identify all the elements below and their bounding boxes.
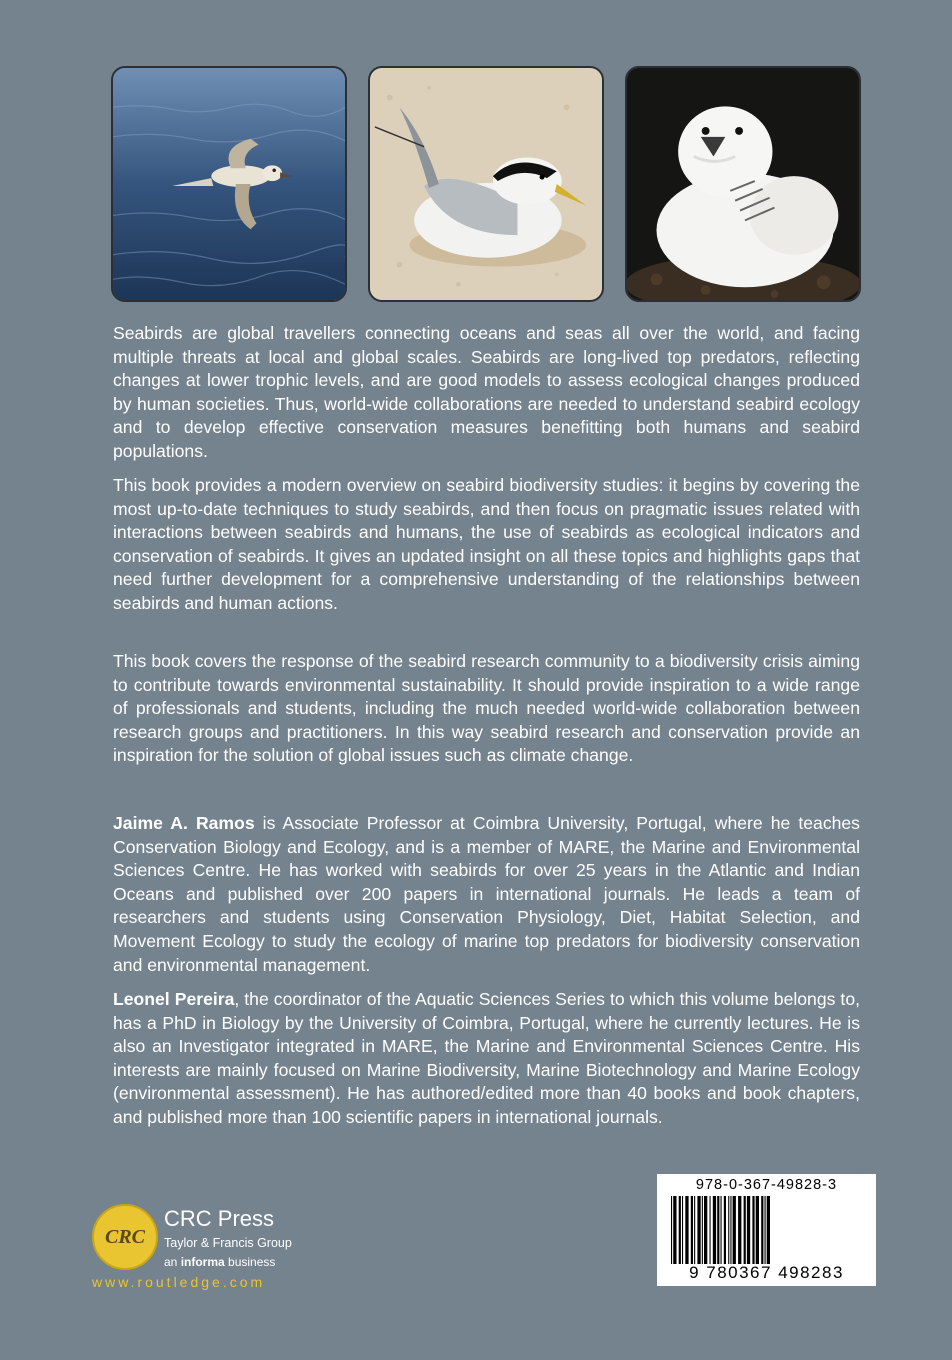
barcode-bar [691,1196,693,1264]
author-bio-1 [113,812,860,977]
author-bio-text-1: is Associate Professor at Coimbra University, Portugal, where he teaches Conservation Biology and Ecology, and is a member of MARE, the Marine and Environmental Sciences Centre. He has worked with seabirds for over 25 years in the Atlantic and Indian Oceans and published over 200 papers in international journals. He leads a team of researchers and students using Conservation Physiology, Diet, Habitat Selection, and Movement Ecology to study the ecology of marine top predators for biodiversity conservation and environmental management. [113,813,860,975]
author-name-1: Jaime A. Ramos [113,813,255,833]
barcode-bar [694,1196,695,1264]
crc-logo-mark: CRC [92,1204,158,1270]
publisher-group: Taylor & Francis Group [164,1236,292,1250]
barcode-bar [704,1196,707,1264]
tagline-suffix: business [224,1255,276,1269]
barcode-bar [697,1196,700,1264]
author-bio-text-2: , the coordinator of the Aquatic Sciences Series to which this volume belongs to, has a PhD in Biology by the University of Coimbra, Portugal, where he currently lectures. He is also an Investigator integrated in MARE, the Marine and Environmental Sciences Centre. His interests are mainly focused on Marine Biodiversity, Marine Biotechnology and Marine Ecology (environmental assessment). He has authored/edited more than 40 books and book chapters, and published more than 100 scientific papers in international journals. [113,989,860,1127]
isbn-barcode [657,1174,876,1286]
crc-press-logo [92,1200,352,1300]
barcode-bar [733,1196,736,1264]
barcode-bar [730,1196,731,1264]
publisher-name: CRC Press [164,1206,275,1231]
barcode-bar [728,1196,729,1264]
barcode-bar [761,1196,763,1264]
barcode-bar [713,1196,716,1264]
tagline-prefix: an [164,1255,181,1269]
barcode-bar [702,1196,703,1264]
description-paragraph-1 [113,322,860,464]
description-text-3: This book covers the response of the seabird research community to a biodiversity crisis aiming to contribute towards environmental sustainability. It should provide inspiration to a wide range of professionals and students, including the much needed world-wide collaboration between research groups and practitioners. In this way seabird research and conservation provide an inspiration for the solution of global issues such as climate change. [113,651,860,766]
tagline-brand: informa [180,1255,225,1269]
barcode-bar [752,1196,754,1264]
barcode-bar [679,1196,681,1264]
barcode-bar [738,1196,741,1264]
barcode-bar [673,1196,676,1264]
barcode-bar [710,1196,711,1264]
chick-on-nest-photo [625,66,861,302]
description-text-1: Seabirds are global travellers connecting oceans and seas all over the world, and facing multiple threats at local and global scales. Seabirds are long-lived top predators, reflecting changes at lower trophic levels, and are good models to assess ecological changes produced by human societies. Thus, world-wide collaborations are needed to understand seabird ecology and to develop effective conservation measures benefitting both humans and seabird populations. [113,323,860,461]
barcode-bar [685,1196,688,1264]
publisher-website: www.routledge.com [92,1274,266,1290]
barcode-bar [682,1196,683,1264]
description-text-2: This book provides a modern overview on seabird biodiversity studies: it begins by covering the most up-to-date techniques to study seabirds, and then focus on pragmatic issues related with interactions between seabirds and humans, the use of seabirds as ecological indicators and conservation of seabirds. It gives an updated insight on all these topics and highlights gaps that need further development for a comprehensive understanding of the relationships between seabirds and human actions. [113,475,860,613]
tern-on-nest-photo [368,66,604,302]
fulmar-in-flight-photo [111,66,347,302]
barcode-bar [671,1196,672,1264]
ean-number: 9 780367 498283 [689,1263,844,1282]
author-name-2: Leonel Pereira [113,989,235,1009]
barcode-bar [724,1196,726,1264]
barcode-bar [767,1196,770,1264]
description-paragraph-3 [113,650,860,768]
barcode-bar [747,1196,750,1264]
barcode-bar [717,1196,719,1264]
barcode-bar [744,1196,746,1264]
barcode-bar [765,1196,766,1264]
description-paragraph-2 [113,474,860,616]
barcode-bars [669,1196,865,1264]
publisher-tagline [164,1255,275,1269]
isbn-number: 978-0-367-49828-3 [695,1177,838,1193]
barcode-bar [756,1196,759,1264]
author-bio-2 [113,988,860,1130]
barcode-bar [721,1196,722,1264]
